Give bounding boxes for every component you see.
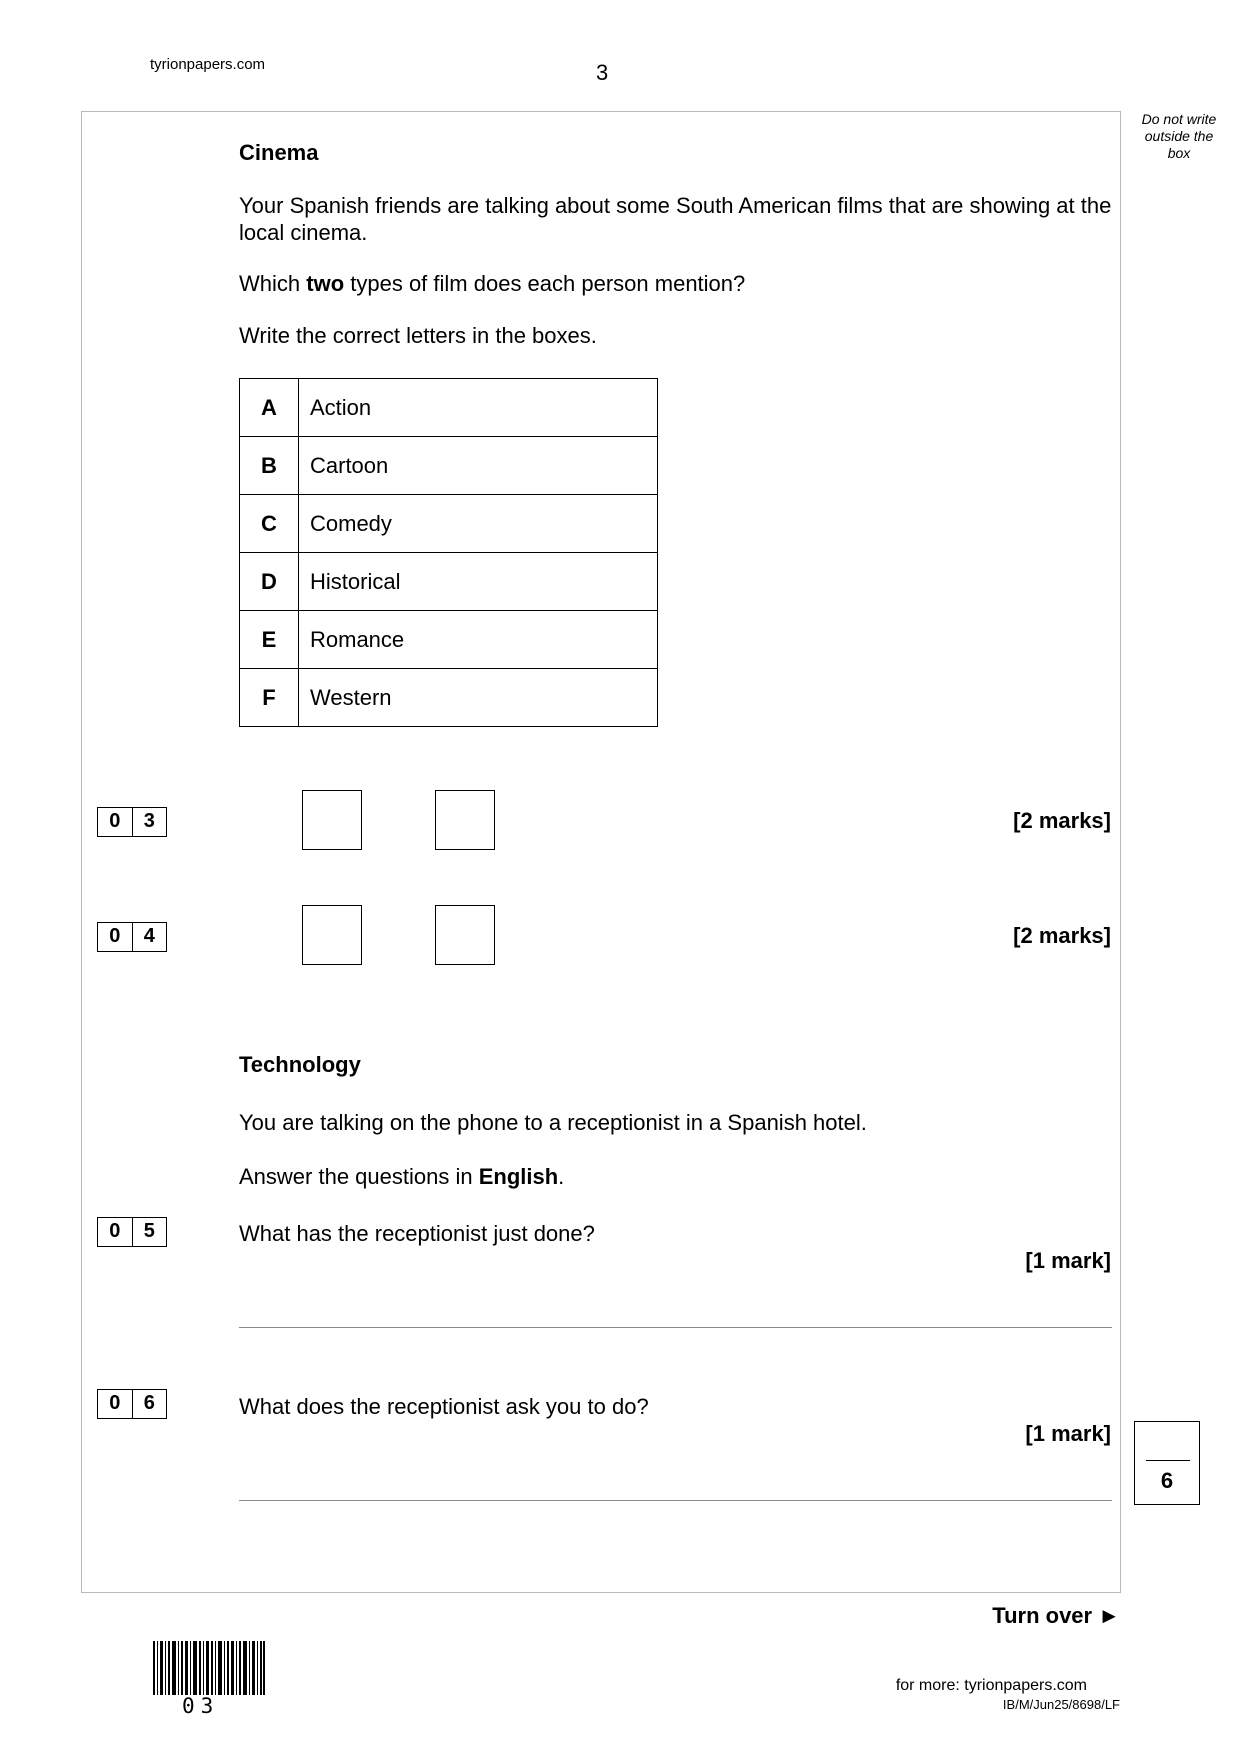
paper-reference: IB/M/Jun25/8698/LF (1002, 1697, 1120, 1712)
option-letter: C (240, 495, 299, 553)
option-letter: E (240, 611, 299, 669)
cinema-question: Which two types of film does each person mention? (239, 271, 746, 296)
q05-marks: [1 mark] (1025, 1248, 1111, 1273)
barcode-icon (153, 1641, 265, 1695)
q06-marks: [1 mark] (1025, 1421, 1111, 1446)
question-number-03: 0 3 (97, 807, 167, 837)
question-number-06: 0 6 (97, 1389, 167, 1419)
technology-heading: Technology (239, 1052, 361, 1077)
option-label: Cartoon (299, 437, 658, 495)
film-types-table (239, 378, 658, 727)
page-score-box (1134, 1421, 1200, 1505)
margin-note: Do not write outside the box (1141, 111, 1217, 161)
technology-intro: You are talking on the phone to a receptionist in a Spanish hotel. (239, 1110, 867, 1135)
option-label: Comedy (299, 495, 658, 553)
option-row (240, 669, 658, 727)
page-number: 3 (596, 60, 609, 85)
option-row (240, 437, 658, 495)
q04-marks: [2 marks] (1013, 923, 1111, 948)
option-row (240, 611, 658, 669)
question-number-04: 0 4 (97, 922, 167, 952)
score-rule (1146, 1460, 1190, 1461)
footer-site: for more: tyrionpapers.com (895, 1677, 1087, 1694)
option-letter: A (240, 379, 299, 437)
header-site: tyrionpapers.com (150, 56, 266, 73)
q04-answer-box-2[interactable] (435, 905, 495, 965)
turn-over: Turn over ► (992, 1603, 1120, 1628)
q04-answer-box-1[interactable] (302, 905, 362, 965)
option-row (240, 379, 658, 437)
cinema-heading: Cinema (239, 140, 319, 165)
q05-text: What has the receptionist just done? (239, 1221, 595, 1246)
q05-answer-line[interactable] (239, 1327, 1112, 1328)
option-letter: D (240, 553, 299, 611)
q03-marks: [2 marks] (1013, 808, 1111, 833)
option-label: Romance (299, 611, 658, 669)
q03-answer-box-2[interactable] (435, 790, 495, 850)
q03-answer-box-1[interactable] (302, 790, 362, 850)
q06-text: What does the receptionist ask you to do? (239, 1394, 649, 1419)
question-emphasis: two (306, 271, 345, 296)
option-label: Historical (299, 553, 658, 611)
option-label: Western (299, 669, 658, 727)
instruction-emphasis: English (478, 1164, 559, 1189)
option-row (240, 553, 658, 611)
q06-answer-line[interactable] (239, 1500, 1112, 1501)
question-number-05: 0 5 (97, 1217, 167, 1247)
page-total-marks: 6 (1160, 1468, 1174, 1493)
option-row (240, 495, 658, 553)
technology-instruction: Answer the questions in English. (239, 1164, 565, 1189)
answer-frame (81, 111, 1121, 1593)
option-letter: B (240, 437, 299, 495)
option-letter: F (240, 669, 299, 727)
option-label: Action (299, 379, 658, 437)
barcode-digits: 03 (182, 1694, 220, 1718)
cinema-intro: Your Spanish friends are talking about some South American films that are showing at the local cinema. (239, 193, 1112, 245)
cinema-instruction: Write the correct letters in the boxes. (239, 323, 597, 348)
